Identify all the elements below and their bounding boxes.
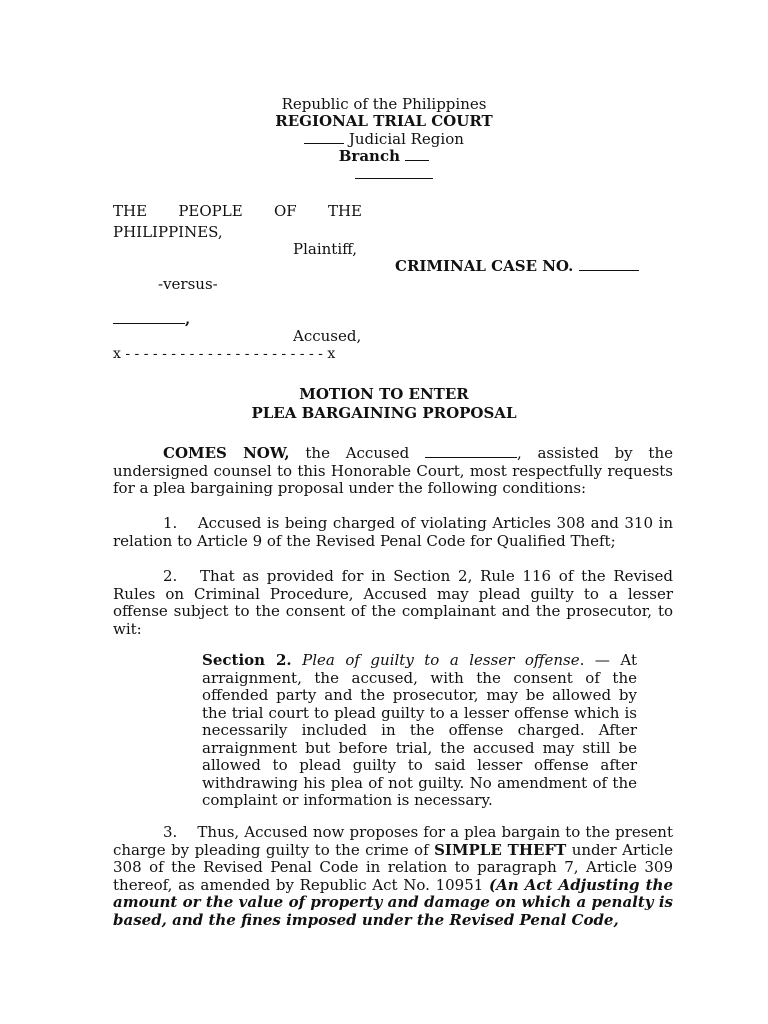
court-name: REGIONAL TRIAL COURT (275, 112, 493, 130)
motion-title-line-1: MOTION TO ENTER (299, 385, 469, 403)
quote-title: Plea of guilty to a lesser offense (302, 651, 580, 669)
location-blank-line (355, 166, 433, 184)
criminal-case-label: CRIMINAL CASE NO. (395, 257, 574, 275)
versus-label: -versus- (158, 275, 218, 293)
branch-label: Branch (338, 147, 400, 165)
quote-text: . — At arraignment, the accused, with the consent of the offended party and the prosecutor, may be allowed by the trial court to plead guilty to a lesser offense which is necessarily included in the offense charged. After arraignment but before trial, the accused may still be allowed to plead guilty to said lesser offense after withdrawing his plea of not guilty. No amendment of the complaint or information is necessary. (202, 651, 637, 809)
accused-name-line: , (113, 311, 190, 329)
accused-name-blank (113, 311, 185, 324)
case-number-blank (579, 258, 639, 271)
item-3-text-b: under Article 308 of the Revised Penal Code in relation to paragraph 7, Article 309 thereof, as amended by Republic Act No. 10951 (113, 840, 673, 894)
people-line-1: THE PEOPLE OF THE (113, 202, 362, 220)
location-blank (355, 166, 433, 179)
intro-text-2: , assisted by the undersigned counsel to this Honorable Court, most respectfully requests for a plea bargaining proposal under the following conditions: (113, 444, 673, 497)
intro-accused-blank (425, 445, 517, 458)
branch-line (0, 148, 768, 166)
item-3-act-title: (An Act Adjusting the amount or the value of property and damage on which a penalty is based, and the fines imposed under the Revised Penal Code, (113, 875, 673, 929)
intro-text-1: the Accused (305, 444, 410, 462)
criminal-case-line (395, 258, 639, 276)
comes-now-label: COMES NOW, (163, 444, 290, 462)
quote-section-label: Section 2. (202, 651, 292, 669)
item-1-paragraph: 1. Accused is being charged of violating Articles 308 and 310 in relation to Article 9 of the Revised Penal Code for Qualified Theft; (113, 514, 673, 550)
accused-label: Accused, (293, 327, 362, 345)
caption-divider: x - - - - - - - - - - - - - - - - - - - - - - x (113, 346, 336, 362)
republic-line: Republic of the Philippines (281, 95, 487, 113)
region-blank (304, 131, 344, 144)
motion-title-line-2: PLEA BARGAINING PROPOSAL (251, 404, 517, 422)
plaintiff-label: Plaintiff, (293, 240, 358, 258)
item-3-paragraph (113, 824, 673, 929)
item-3-text-a: 3. Thus, Accused now proposes for a plea bargain to the present charge by pleading guilty to the crime of (113, 823, 673, 859)
simple-theft-label: SIMPLE THEFT (434, 840, 567, 859)
item-2-paragraph: 2. That as provided for in Section 2, Rule 116 of the Revised Rules on Criminal Procedure, Accused may plead guilty to a lesser offense subject to the consent of the complainant and the prosecutor, to wit: (113, 567, 673, 638)
intro-paragraph (113, 445, 673, 498)
judicial-region-label: Judicial Region (348, 130, 464, 148)
branch-blank (405, 148, 429, 161)
people-line-2: PHILIPPINES, (113, 223, 223, 241)
judicial-region-line (0, 131, 768, 149)
section-2-quote (202, 652, 637, 810)
